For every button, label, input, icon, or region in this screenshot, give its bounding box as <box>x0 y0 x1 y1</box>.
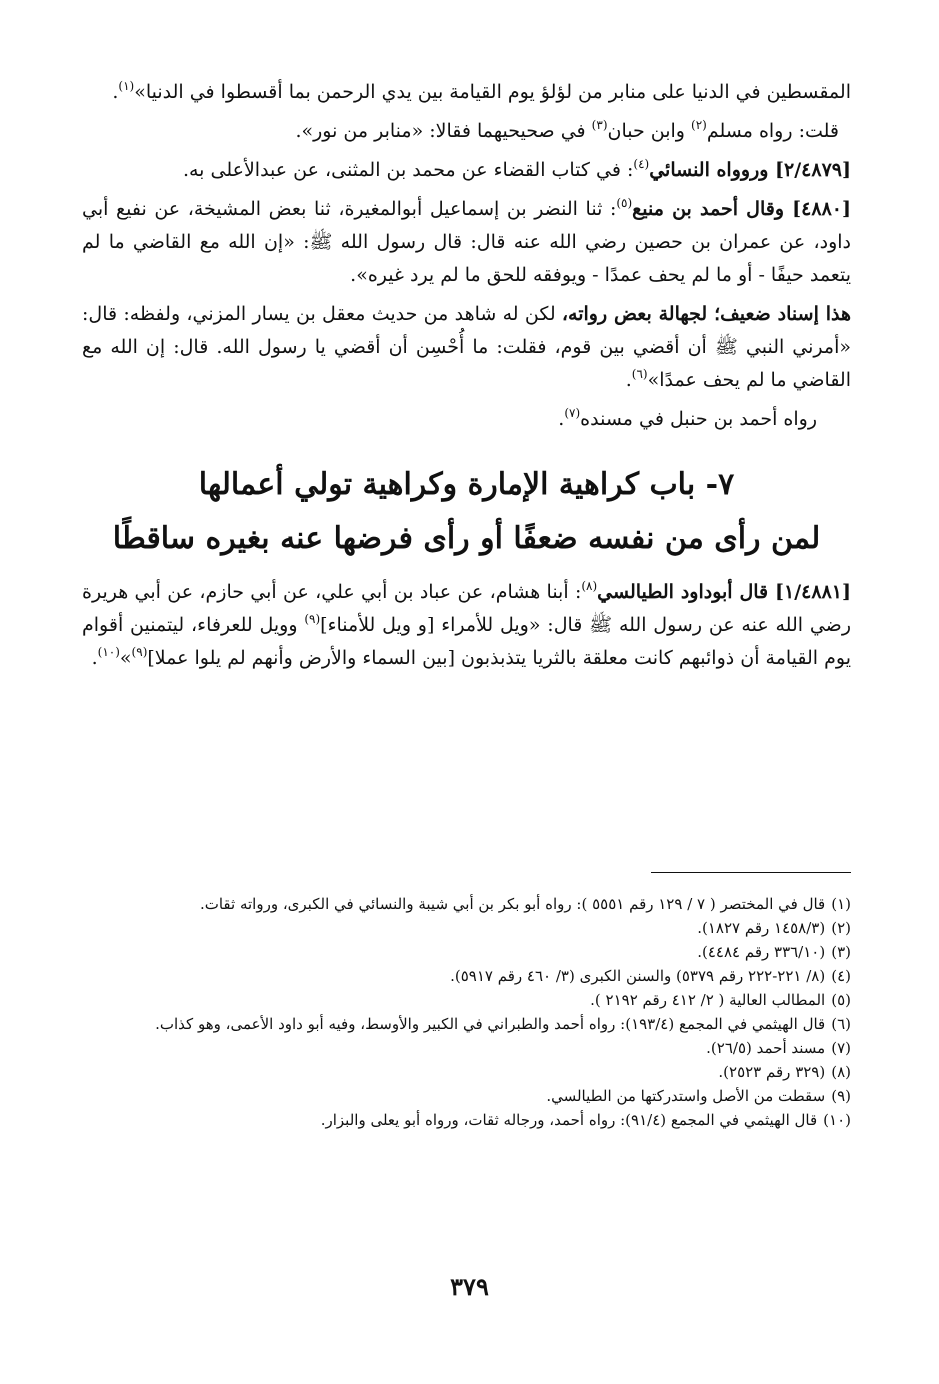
paragraph-7 <box>82 576 851 675</box>
hadith-reference-4879: [٢/٤٨٧٩] وروواه النسائي <box>649 159 851 181</box>
footnote-number: (٥) <box>831 991 851 1009</box>
footnote-number: (١) <box>831 895 851 913</box>
footnote-text: المطالب العالية ( ٢/ ٤١٢ رقم ٢١٩٢ ). <box>590 991 826 1009</box>
paragraph-5 <box>82 298 851 397</box>
footnote-number: (٨) <box>831 1063 851 1081</box>
paragraph-2-text-c: في صحيحيهما فقالا: «منابر من نور». <box>295 120 592 142</box>
footnote-ref-2: (٢) <box>691 118 707 132</box>
footnote-ref-5: (٥) <box>616 196 633 210</box>
footnote <box>82 1036 851 1060</box>
chapter-heading <box>82 458 851 566</box>
paragraph-2-text-b: وابن حبان <box>607 120 692 142</box>
isnad-grading: هذا إسناد ضعيف؛ لجهالة بعض رواته، <box>561 303 852 325</box>
footnote <box>82 1108 851 1132</box>
footnote-number: (٢) <box>831 919 851 937</box>
footnote-ref-9b: (٩) <box>131 645 148 659</box>
footnote-ref-7: (٧) <box>564 406 581 420</box>
footnote-text: (٨/ ٢٢١-٢٢٢ رقم ٥٣٧٩) والسنن الكبرى (٣/ ٤٦٠ رقم ٥٩١٧). <box>450 967 826 985</box>
paragraph-6 <box>82 403 851 436</box>
hadith-reference-4880: [٤٨٨٠] وقال أحمد بن منيع <box>632 198 851 220</box>
footnote <box>82 1060 851 1084</box>
footnote-text: قال الهيثمي في المجمع (١٩٣/٤): رواه أحمد والطبراني في الكبير والأوسط، وفيه أبو داود الأعمى، وهو كذاب. <box>155 1015 826 1033</box>
chapter-heading-line-2: لمن رأى من نفسه ضعفًا أو رأى فرضها عنه بغيره ساقطًا <box>112 521 821 556</box>
paragraph-7-end: . <box>91 647 98 669</box>
paragraph-6-end: . <box>558 408 565 430</box>
footnote <box>82 964 851 988</box>
footnote-text: مسند أحمد (٢٦/٥). <box>706 1039 826 1057</box>
paragraph-1 <box>82 76 851 109</box>
footnote <box>82 988 851 1012</box>
footnote-ref-4: (٤) <box>633 157 650 171</box>
paragraph-5-text: لكن له شاهد من حديث معقل بن يسار المزني، ولفظه: قال: «أمرني النبي ﷺ أن أقضي بين قوم، فقلت: ما أُحْسِن أن أقضي يا رسول الله. قال: إن الله مع القاضي ما لم يحف عمدًا» <box>82 303 851 391</box>
footnote <box>82 1084 851 1108</box>
footnote-number: (٦) <box>831 1015 851 1033</box>
footnote-number: (٩) <box>831 1087 851 1105</box>
footnote-ref-8: (٨) <box>581 579 598 593</box>
footnote-ref-9a: (٩) <box>304 612 321 626</box>
page-number: ٣٧٩ <box>450 1272 489 1301</box>
paragraph-5-end: . <box>625 369 632 391</box>
footnote-separator <box>651 872 851 873</box>
footnote-text: قال الهيثمي في المجمع (٩١/٤): رواه أحمد، ورجاله ثقات، ورواه أبو يعلى والبزار. <box>320 1111 818 1129</box>
footnote-text: (١٤٥٨/٣ رقم ١٨٢٧). <box>697 919 826 937</box>
footnote-ref-1: (١) <box>118 79 135 93</box>
paragraph-4 <box>82 193 851 292</box>
footnote <box>82 1012 851 1036</box>
paragraph-4-text: : ثنا النضر بن إسماعيل أبوالمغيرة، ثنا بعض المشيخة، عن نفيع أبي داود، عن عمران بن حصين رضي الله عنه قال: قال رسول الله ﷺ: «إن الله مع القاضي ما لم يتعمد حيفًا - أو ما لم يحف عمدًا - ويوفقه للحق ما لم يرد غيره». <box>82 198 851 286</box>
paragraph-7-text-c: » <box>119 647 132 669</box>
footnote-number: (٤) <box>831 967 851 985</box>
paragraph-3-text: : في كتاب القضاء عن محمد بن المثنى، عن عبدالأعلى به. <box>182 159 634 181</box>
paragraph-6-text: رواه أحمد بن حنبل في مسنده <box>580 408 817 430</box>
footnote <box>82 940 851 964</box>
footnote-text: سقطت من الأصل واستدركتها من الطيالسي. <box>546 1087 826 1105</box>
paragraph-2 <box>82 115 851 148</box>
footnote <box>82 892 851 916</box>
chapter-heading-line-1: ٧- باب كراهية الإمارة وكراهية تولي أعمالها <box>198 467 735 502</box>
paragraph-7-text-b: وويل للعرفاء، ليتمنين أقوام يوم القيامة أن ذوائبهم كانت معلقة بالثريا يتذبذبون [بين السماء والأرض وأنهم لم يلوا عملا] <box>82 614 851 669</box>
paragraph-7-text-a: : أبنا هشام، عن عباد بن أبي علي، عن أبي حازم، عن أبي هريرة رضي الله عنه عن رسول الله ﷺ قال: «ويل للأمراء [و ويل للأمناء] <box>82 581 851 636</box>
footnote-ref-10: (١٠) <box>97 645 120 659</box>
footnote-number: (٧) <box>831 1039 851 1057</box>
footnote-text: (٣٢٩ رقم ٢٥٢٣). <box>718 1063 826 1081</box>
main-text <box>82 76 851 681</box>
footnote-text: قال في المختصر ( ٧ / ١٢٩ رقم ٥٥٥١ ): رواه أبو بكر بن أبي شيبة والنسائي في الكبرى، ورواته ثقات. <box>199 895 826 913</box>
paragraph-1-text: المقسطين في الدنيا على منابر من لؤلؤ يوم القيامة بين يدي الرحمن بما أقسطوا في الدنيا» <box>134 81 851 103</box>
paragraph-2-text-a: قلت: رواه مسلم <box>706 120 839 142</box>
paragraph-3 <box>82 154 851 187</box>
footnote-ref-6: (٦) <box>631 367 648 381</box>
footnote-number: (١٠) <box>823 1111 851 1129</box>
paragraph-1-end: . <box>112 81 119 103</box>
footnote-text: (٣٣٦/١٠ رقم ٤٤٨٤). <box>697 943 826 961</box>
footnotes <box>82 892 851 1132</box>
hadith-reference-4881: [١/٤٨٨١] قال أبوداود الطيالسي <box>597 581 851 603</box>
footnote-number: (٣) <box>831 943 851 961</box>
footnote <box>82 916 851 940</box>
footnote-ref-3: (٣) <box>591 118 608 132</box>
